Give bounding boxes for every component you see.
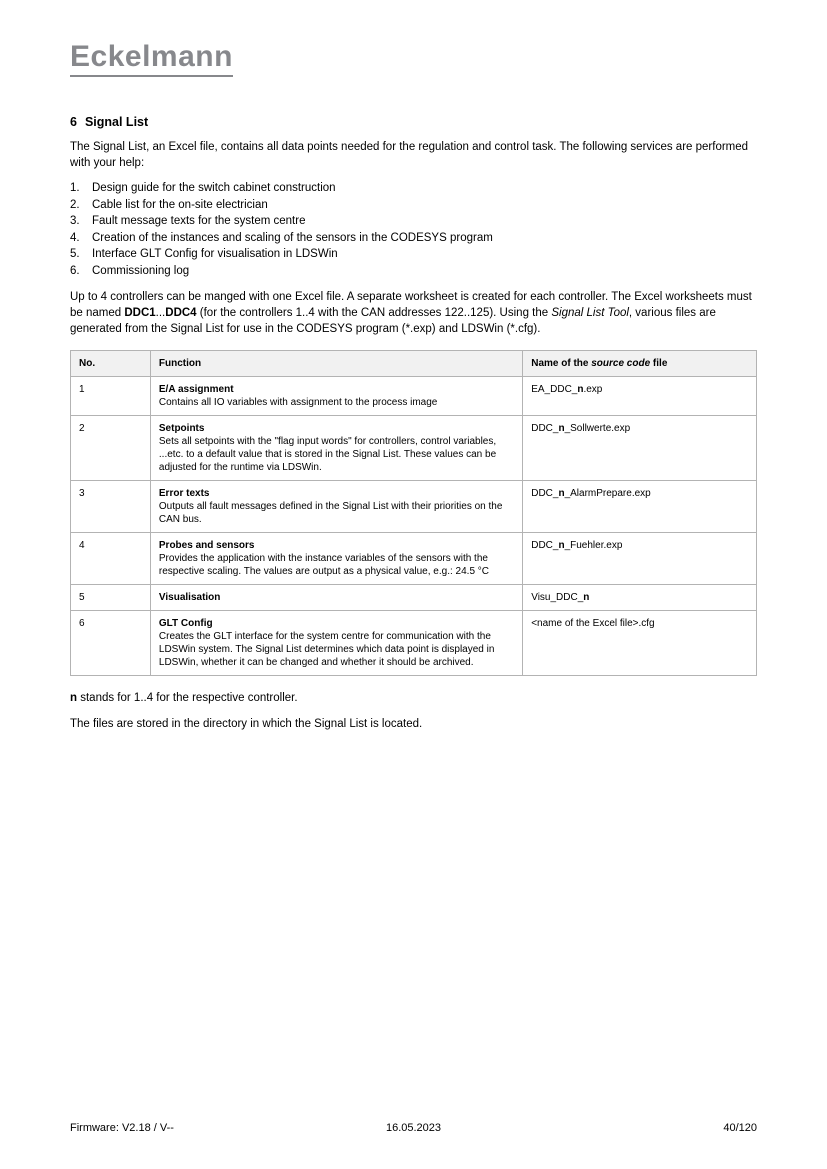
function-description (159, 630, 514, 669)
text-segment: Up to 4 controllers can be manged with one Excel file. A separate worksheet is created for each controller. The Excel worksheets must be named (70, 291, 752, 319)
function-description (159, 435, 514, 474)
cell-filename (523, 481, 757, 533)
list-item (70, 246, 757, 263)
section-heading (70, 115, 757, 129)
text-segment: Provides the application with the instance variables of the sensors with the respective scaling. The values are output as a physical value, e.g.: 24.5 °C (158, 553, 490, 577)
function-title: Probes and sensors (158, 540, 255, 551)
text-segment: file (650, 358, 668, 369)
cell-row-number: 4 (71, 533, 151, 585)
cell-row-number: 2 (71, 416, 151, 481)
list-item-text: Creation of the instances and scaling of the sensors in the CODESYS program (92, 231, 493, 244)
text-segment: DDC4 (165, 307, 197, 319)
intro-paragraph: The Signal List, an Excel file, contains all data points needed for the regulation and control task. The following services are performed with your help: (70, 141, 749, 169)
eckelmann-logo: Eckelmann (70, 42, 233, 77)
footer-date: 16.05.2023 (385, 1122, 442, 1134)
table-head (71, 351, 757, 377)
text-segment: n (558, 540, 565, 551)
table-row (71, 481, 757, 533)
text-segment: Creates the GLT interface for the system centre for communication with the LDSWin system. The Signal List determines which data point is displayed in LDSWin, whether it can be changed and whether it should be archived. (158, 631, 495, 668)
text-segment: _Sollwerte.exp (564, 423, 631, 434)
list-item-number: 3. (70, 215, 80, 227)
list-item (70, 263, 757, 280)
list-item-number: 5. (70, 248, 80, 260)
cell-function (150, 611, 522, 676)
function-title: E/A assignment (158, 384, 234, 395)
text-segment: source code (591, 358, 651, 369)
list-item-number: 2. (70, 198, 80, 211)
list-item-text: Commissioning log (92, 264, 190, 277)
text-segment: Signal List Tool (551, 307, 629, 319)
outro-block (70, 690, 757, 732)
text-segment: DDC1 (124, 307, 156, 319)
cell-function (150, 585, 522, 611)
text-segment: _Fuehler.exp (564, 540, 623, 551)
header-cell-filename (523, 351, 757, 377)
function-title: GLT Config (158, 618, 213, 629)
text-segment: Sets all setpoints with the "flag input words" for controllers, control variables, ...etc. to a default value that is stored in the Signal List. These values can be adjusted for the runtime via LDSWin. (158, 436, 497, 473)
table-row (71, 533, 757, 585)
cell-row-number: 1 (71, 377, 151, 416)
text-segment: n (70, 692, 78, 704)
controllers-paragraph (70, 289, 757, 337)
cell-row-number: 6 (71, 611, 151, 676)
text-segment: ... (155, 307, 166, 319)
cell-function (150, 481, 522, 533)
text-segment: Visu_DDC_ (531, 592, 584, 603)
list-item (70, 213, 757, 230)
list-item-text: Interface GLT Config for visualisation in LDSWin (92, 248, 338, 260)
header-cell-no: No. (71, 351, 151, 377)
cell-filename (523, 611, 757, 676)
function-description (159, 396, 514, 409)
page-footer (70, 1122, 757, 1134)
files-location-paragraph: The files are stored in the directory in which the Signal List is located. (70, 718, 423, 730)
list-item-number: 1. (70, 182, 80, 194)
text-segment: Name of the (531, 358, 592, 369)
cell-function (150, 533, 522, 585)
table-row (71, 377, 757, 416)
list-item-text: Fault message texts for the system centre (92, 215, 306, 227)
n-note-paragraph (70, 690, 757, 706)
table-row (71, 611, 757, 676)
cell-row-number: 5 (71, 585, 151, 611)
function-title: Error texts (158, 488, 210, 499)
function-description (159, 552, 514, 578)
text-segment: .exp (583, 384, 603, 395)
footer-page-number: 40/120 (723, 1122, 757, 1134)
cell-function (150, 377, 522, 416)
table-body (71, 377, 757, 676)
text-segment: n (558, 488, 565, 499)
cell-filename (523, 377, 757, 416)
list-item-number: 6. (70, 264, 80, 277)
cell-row-number: 3 (71, 481, 151, 533)
page-content (70, 42, 757, 732)
text-segment: n (558, 423, 565, 434)
text-segment: DDC_ (531, 423, 559, 434)
table-header-row (71, 351, 757, 377)
signal-list-table (70, 350, 757, 676)
text-segment: EA_DDC_ (531, 384, 578, 395)
text-segment: n (577, 384, 584, 395)
text-segment: stands for 1..4 for the respective controller. (77, 692, 298, 704)
footer-firmware: Firmware: V2.18 / V-- (70, 1122, 174, 1134)
list-item-number: 4. (70, 231, 80, 244)
list-item (70, 230, 757, 247)
function-title: Visualisation (158, 592, 221, 603)
text-segment: (for the controllers 1..4 with the CAN addresses 122..125). Using the (196, 307, 552, 319)
text-segment: , various files are generated from the Signal List for use in the CODESYS program (*.exp) and LDSWin (*.cfg). (70, 307, 716, 335)
function-description (159, 500, 514, 526)
text-segment: _AlarmPrepare.exp (564, 488, 651, 499)
text-segment: Outputs all fault messages defined in the Signal List with their priorities on the CAN bus. (158, 501, 503, 525)
list-item-text: Cable list for the on-site electrician (92, 198, 268, 211)
cell-filename (523, 585, 757, 611)
text-segment: DDC_ (531, 488, 559, 499)
section-title: Signal List (84, 115, 149, 129)
text-segment: <name of the Excel file>.cfg (531, 618, 655, 629)
cell-function (150, 416, 522, 481)
list-item-text: Design guide for the switch cabinet construction (92, 182, 336, 194)
function-title: Setpoints (158, 423, 205, 434)
text-segment: n (583, 592, 590, 603)
text-segment: Contains all IO variables with assignment to the process image (158, 397, 438, 408)
cell-filename (523, 416, 757, 481)
cell-filename (523, 533, 757, 585)
header-cell-function: Function (150, 351, 522, 377)
table-row (71, 585, 757, 611)
list-item (70, 197, 757, 214)
section-number: 6 (70, 115, 77, 129)
list-item (70, 180, 757, 197)
text-segment: DDC_ (531, 540, 559, 551)
table-row (71, 416, 757, 481)
services-list (70, 180, 757, 279)
